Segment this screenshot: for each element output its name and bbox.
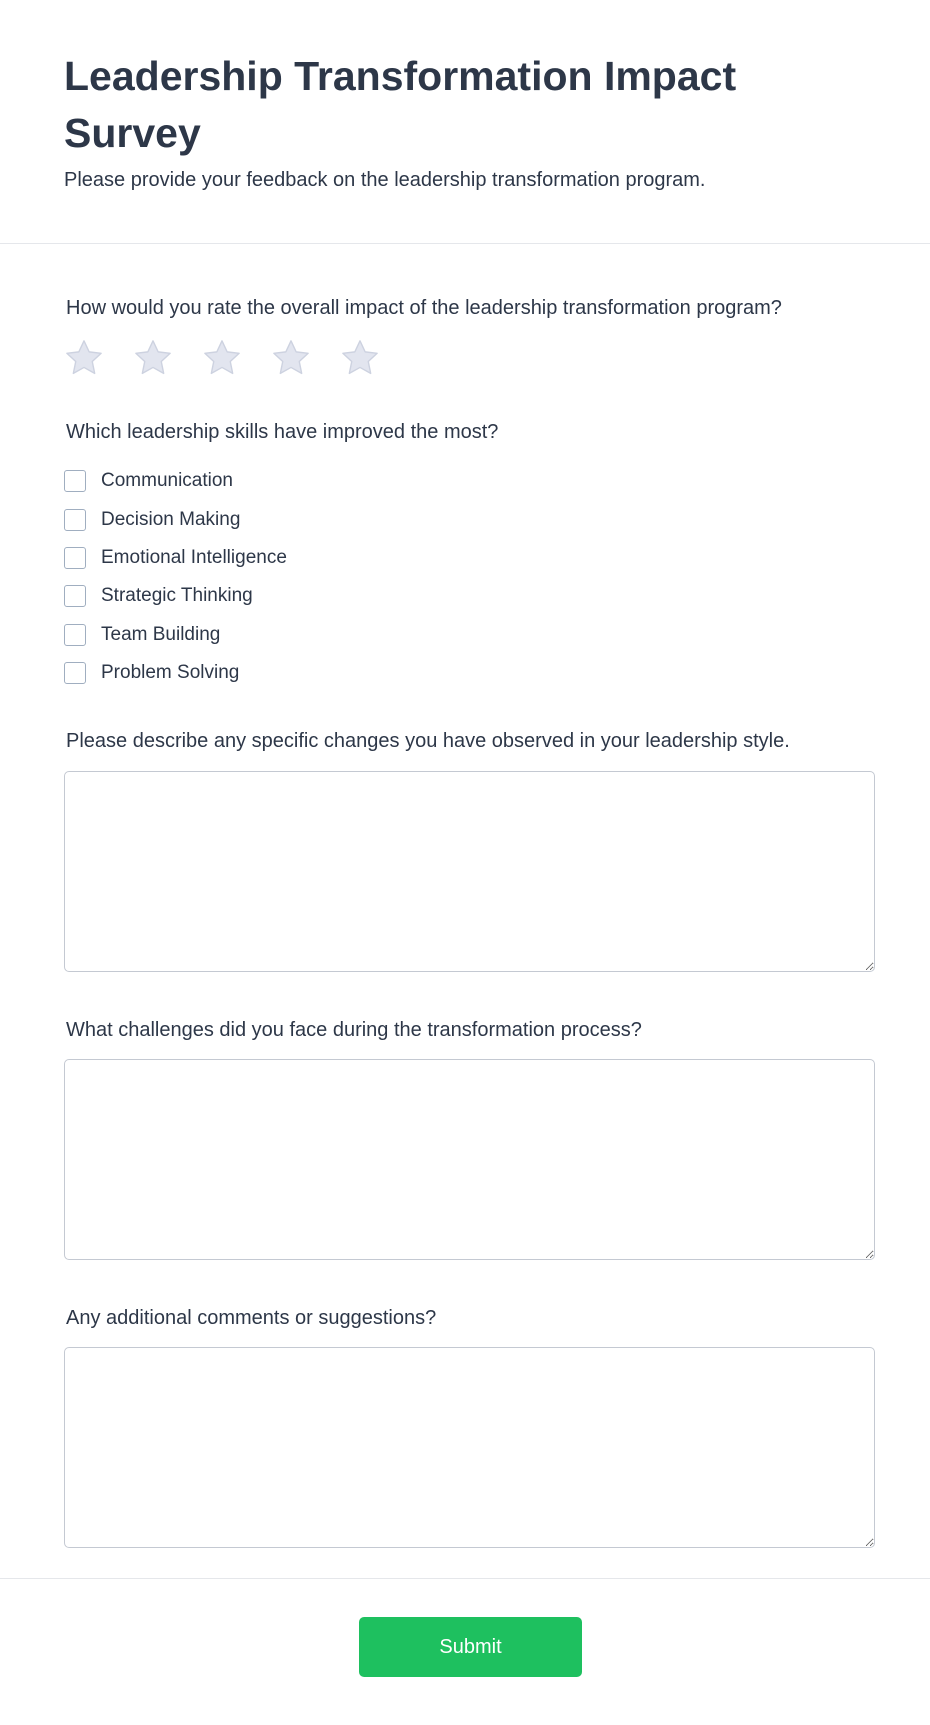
skill-option-label: Team Building (101, 623, 221, 645)
skill-option-label: Problem Solving (101, 662, 240, 684)
challenges-textarea[interactable] (64, 1059, 875, 1260)
skill-option-emotional-intelligence[interactable] (64, 539, 287, 577)
skill-option-communication[interactable] (64, 462, 287, 500)
star-icon[interactable] (339, 337, 381, 379)
challenges-question: What challenges did you face during the transformation process? (66, 1019, 642, 1041)
skill-option-problem-solving[interactable] (64, 654, 287, 692)
checkbox[interactable] (64, 624, 86, 646)
rating-question: How would you rate the overall impact of the leadership transformation program? (66, 297, 782, 319)
changes-textarea[interactable] (64, 771, 875, 972)
skills-question: Which leadership skills have improved the most? (66, 421, 499, 443)
skill-option-strategic-thinking[interactable] (64, 577, 287, 615)
checkbox[interactable] (64, 470, 86, 492)
checkbox[interactable] (64, 509, 86, 531)
page-subtitle: Please provide your feedback on the leadership transformation program. (64, 169, 706, 191)
star-icon[interactable] (132, 337, 174, 379)
star-icon[interactable] (63, 337, 105, 379)
skills-checklist (64, 462, 287, 692)
changes-question: Please describe any specific changes you have observed in your leadership style. (66, 730, 790, 752)
star-rating[interactable] (63, 337, 408, 379)
skill-option-label: Communication (101, 470, 233, 492)
page-title: Leadership Transformation Impact Survey (64, 53, 737, 156)
star-icon[interactable] (270, 337, 312, 379)
checkbox[interactable] (64, 547, 86, 569)
checkbox[interactable] (64, 585, 86, 607)
submit-button[interactable]: Submit (359, 1617, 582, 1677)
skill-option-label: Decision Making (101, 508, 241, 530)
skill-option-decision-making[interactable] (64, 500, 287, 538)
skill-option-label: Emotional Intelligence (101, 546, 287, 568)
form-footer (0, 1578, 930, 1725)
skill-option-label: Strategic Thinking (101, 585, 253, 607)
skill-option-team-building[interactable] (64, 616, 287, 654)
comments-question: Any additional comments or suggestions? (66, 1307, 437, 1329)
comments-textarea[interactable] (64, 1347, 875, 1548)
survey-header (0, 0, 930, 244)
checkbox[interactable] (64, 662, 86, 684)
star-icon[interactable] (201, 337, 243, 379)
